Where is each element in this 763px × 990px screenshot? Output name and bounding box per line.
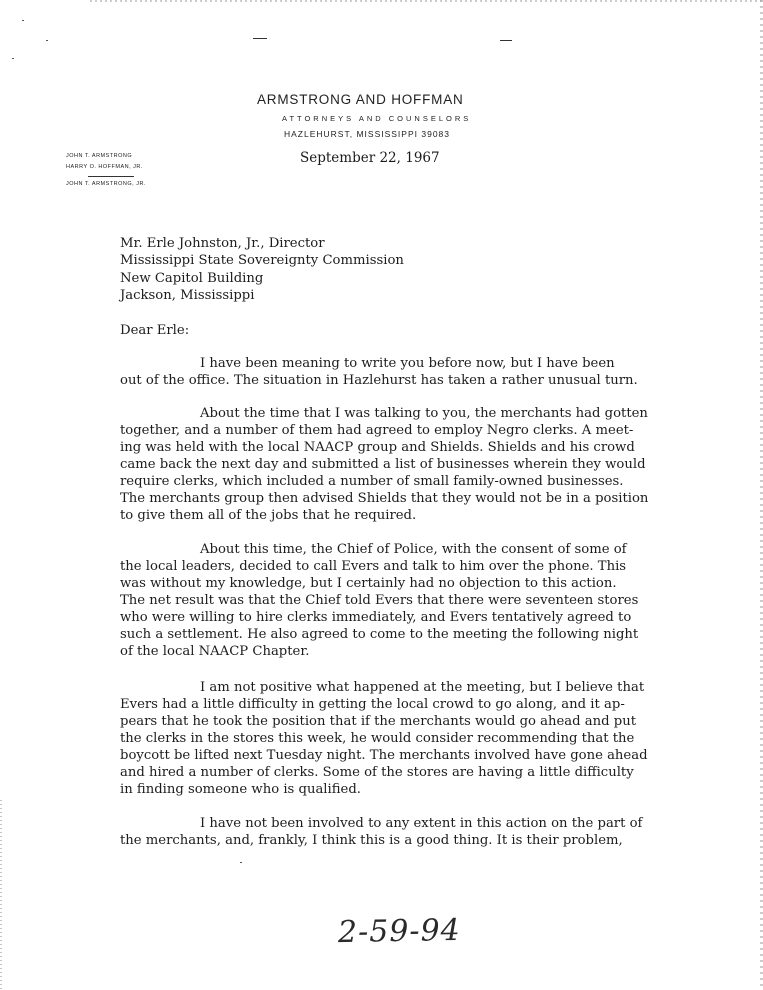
text-line: The merchants group then advised Shields that they would not be in a position	[120, 491, 649, 506]
text-line: the local leaders, decided to call Evers and talk to him over the phone. This	[120, 559, 627, 574]
recipient-line: Mississippi State Sovereignty Commission	[120, 253, 404, 268]
text-line: The net result was that the Chief told Evers that there were seventeen stores	[120, 593, 639, 608]
text-line: boycott be lifted next Tuesday night. The merchants involved have gone ahead	[120, 748, 648, 763]
scan-edge-left	[0, 800, 2, 990]
firm-name: ARMSTRONG AND HOFFMAN	[257, 92, 464, 107]
scan-speck	[500, 40, 512, 41]
recipient-line: Mr. Erle Johnston, Jr., Director	[120, 236, 325, 251]
text-line: Evers had a little difficulty in getting the local crowd to go along, and it ap-	[120, 697, 625, 712]
body-paragraph	[120, 679, 708, 798]
letter-date: September 22, 1967	[300, 150, 440, 166]
salutation: Dear Erle:	[120, 323, 190, 338]
text-line: together, and a number of them had agreed to employ Negro clerks. A meet-	[120, 423, 634, 438]
partner-name: JOHN T. ARMSTRONG, JR.	[66, 181, 146, 187]
text-line: in finding someone who is qualified.	[120, 782, 361, 797]
text-line: to give them all of the jobs that he required.	[120, 508, 417, 523]
body-paragraph	[120, 355, 708, 389]
text-line: require clerks, which included a number of small family-owned businesses.	[120, 474, 624, 489]
text-line: About this time, the Chief of Police, with the consent of some of	[200, 542, 627, 557]
partner-divider	[88, 176, 134, 177]
text-line: the merchants, and, frankly, I think this is a good thing. It is their problem,	[120, 833, 623, 848]
text-line: ing was held with the local NAACP group and Shields. Shields and his crowd	[120, 440, 635, 455]
body-paragraph	[120, 815, 708, 849]
firm-tagline: ATTORNEYS AND COUNSELORS	[282, 114, 472, 123]
text-line: About the time that I was talking to you, the merchants had gotten	[200, 406, 648, 421]
text-line: and hired a number of clerks. Some of the stores are having a little difficulty	[120, 765, 634, 780]
text-line: I have not been involved to any extent in this action on the part of	[200, 816, 643, 831]
text-line: I am not positive what happened at the meeting, but I believe that	[200, 680, 645, 695]
scan-speck	[253, 38, 267, 39]
scan-speck	[22, 20, 24, 21]
scan-speck	[240, 862, 242, 863]
text-line: I have been meaning to write you before now, but I have been	[200, 356, 615, 371]
text-line: of the local NAACP Chapter.	[120, 644, 310, 659]
recipient-line: New Capitol Building	[120, 271, 264, 286]
scan-speck	[12, 58, 14, 59]
text-line: came back the next day and submitted a list of businesses wherein they would	[120, 457, 646, 472]
text-line: who were willing to hire clerks immediately, and Evers tentatively agreed to	[120, 610, 632, 625]
text-line: such a settlement. He also agreed to come to the meeting the following night	[120, 627, 639, 642]
handwritten-file-number: 2-59-94	[337, 912, 462, 951]
firm-address: HAZLEHURST, MISSISSIPPI 39083	[284, 129, 450, 139]
text-line: was without my knowledge, but I certainly had no objection to this action.	[120, 576, 617, 591]
text-line: out of the office. The situation in Hazlehurst has taken a rather unusual turn.	[120, 373, 638, 388]
body-paragraph	[120, 405, 708, 524]
recipient-line: Jackson, Mississippi	[120, 288, 255, 303]
scan-edge-top	[90, 0, 763, 2]
partner-name: HARRY O. HOFFMAN, JR.	[66, 164, 143, 170]
text-line: pears that he took the position that if the merchants would go ahead and put	[120, 714, 637, 729]
body-paragraph	[120, 541, 708, 660]
partner-name: JOHN T. ARMSTRONG	[66, 153, 133, 159]
text-line: the clerks in the stores this week, he would consider recommending that the	[120, 731, 635, 746]
scan-speck	[46, 40, 48, 41]
